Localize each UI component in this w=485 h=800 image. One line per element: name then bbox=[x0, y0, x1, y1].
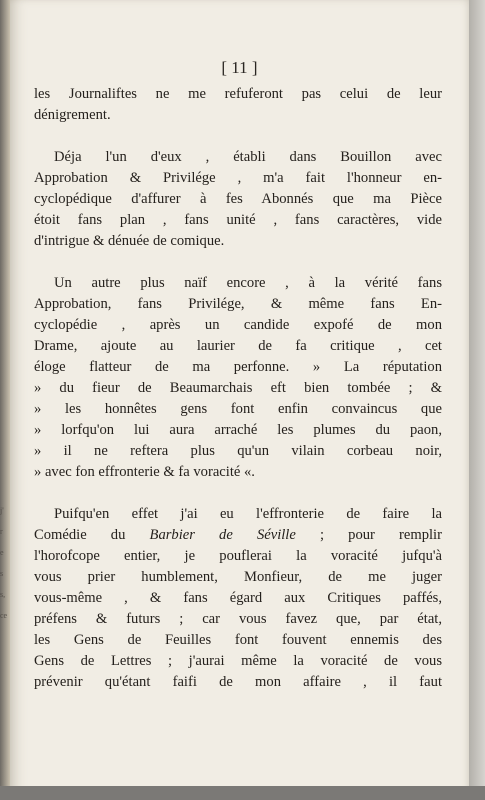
margin-fragment: e bbox=[0, 548, 4, 557]
text-line: étoit fans plan , fans unité , fans caractères, vide bbox=[34, 212, 442, 228]
margin-fragment: s, bbox=[0, 590, 6, 599]
text-line: prévenir qu'étant faifi de mon affaire , il faut bbox=[34, 674, 442, 690]
text-line: Puifqu'en effet j'ai eu l'effronterie de faire la bbox=[54, 506, 442, 522]
quoted-line: » avec fon effronterie & fa voracité «. bbox=[34, 464, 255, 480]
book-page bbox=[10, 0, 469, 800]
paragraph-1 bbox=[34, 84, 442, 126]
text-line: l'horofcope entier, je pouflerai la voracité jufqu'à bbox=[34, 548, 442, 564]
page-text-body bbox=[34, 84, 442, 714]
text-line: vous prier humblement, Monfieur, de me juger bbox=[34, 569, 442, 585]
text-line-with-title bbox=[34, 525, 442, 546]
scan-background-right bbox=[469, 0, 485, 800]
text-line: Approbation, fans Privilége, & même fans En- bbox=[34, 296, 442, 312]
book-gutter-left bbox=[0, 0, 10, 800]
paragraph-4 bbox=[34, 504, 442, 693]
quoted-line: » lorfqu'on lui aura arraché les plumes du paon, bbox=[34, 422, 442, 438]
text-line: Un autre plus naïf encore , à la vérité fans bbox=[54, 275, 442, 291]
margin-fragment: r bbox=[0, 527, 3, 536]
text-line: Gens de Lettres ; j'aurai même la voracité de vous bbox=[34, 653, 442, 669]
text-line: les Journaliftes ne me refuferont pas celui de leur bbox=[34, 86, 442, 102]
margin-fragment: s bbox=[0, 569, 4, 578]
quoted-line: » il ne reftera plus qu'un vilain corbeau noir, bbox=[34, 443, 442, 459]
quoted-line: » les honnêtes gens font enfin convaincus que bbox=[34, 401, 442, 417]
text-line: d'intrigue & dénuée de comique. bbox=[34, 233, 225, 249]
text-line: éloge flatteur de ma perfonne. » La réputation bbox=[34, 359, 442, 375]
margin-fragment: ce bbox=[0, 611, 8, 620]
text-fragment: Comédie du bbox=[34, 527, 150, 543]
paragraph-3 bbox=[34, 273, 442, 483]
text-line: Drame, ajoute au laurier de fa critique , cet bbox=[34, 338, 442, 354]
play-title: Barbier de Séville bbox=[149, 527, 296, 543]
text-line: dénigrement. bbox=[34, 107, 111, 123]
text-line: préfens & futurs ; car vous favez que, par état, bbox=[34, 611, 442, 627]
margin-fragment: j' bbox=[0, 506, 4, 515]
text-fragment: ; pour remplir bbox=[295, 527, 442, 543]
text-line: les Gens de Feuilles font fouvent ennemis des bbox=[34, 632, 442, 648]
text-line: vous-même , & fans égard aux Critiques paffés, bbox=[34, 590, 442, 606]
scan-background-bottom bbox=[0, 786, 485, 800]
paragraph-2 bbox=[34, 147, 442, 252]
text-line: Déja l'un d'eux , établi dans Bouillon avec bbox=[54, 149, 442, 165]
text-line: cyclopédie , après un candide expofé de mon bbox=[34, 317, 442, 333]
page-number: [ 11 ] bbox=[221, 58, 258, 77]
text-line: Approbation & Privilége , m'a fait l'honneur en- bbox=[34, 170, 442, 186]
text-line: cyclopédique d'affurer à fes Abonnés que ma Pièce bbox=[34, 191, 442, 207]
quoted-line: » du fieur de Beaumarchais eft bien tombée ; & bbox=[34, 380, 442, 396]
